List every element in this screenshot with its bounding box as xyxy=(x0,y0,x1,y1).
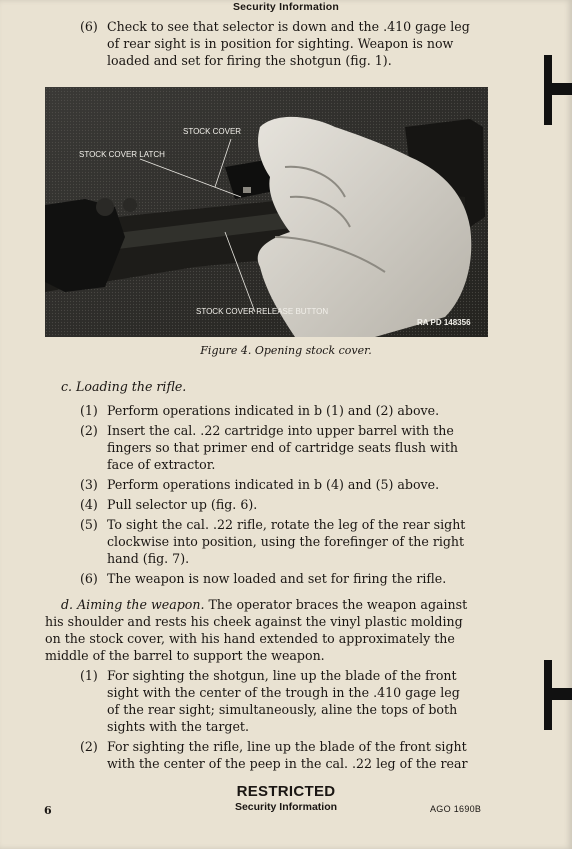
section-c-heading: c. Loading the rifle. xyxy=(61,379,187,394)
figure-photo xyxy=(45,87,488,337)
callout-release-button: STOCK COVER RELEASE BUTTON xyxy=(196,307,329,316)
footer-security: Security Information xyxy=(234,801,338,813)
intro-line: loaded and set for firing the shotgun (fig. 1). xyxy=(107,53,392,68)
section-d-heading: d. Aiming the weapon. xyxy=(61,597,205,612)
intro-line: of rear sight is in position for sighting. Weapon is now xyxy=(107,36,454,51)
d-paragraph-line: middle of the barrel to support the weapon. xyxy=(45,648,325,663)
figure-caption: Figure 4. Opening stock cover. xyxy=(200,344,372,357)
d-item-line: For sighting the rifle, line up the blade of the front sight xyxy=(107,739,467,754)
c-item-line: The weapon is now loaded and set for firing the rifle. xyxy=(107,571,447,586)
section-d-first-line-rest: The operator braces the weapon against xyxy=(208,597,468,612)
figure-illustration xyxy=(45,87,488,337)
d-item-line: with the center of the peep in the cal. .22 leg of the rear xyxy=(107,756,468,771)
c-item-number: (2) xyxy=(80,423,98,438)
c-item-number: (1) xyxy=(80,403,98,418)
c-item-line: Insert the cal. .22 cartridge into upper barrel with the xyxy=(107,423,454,438)
page-number: 6 xyxy=(44,804,52,817)
c-item-number: (5) xyxy=(80,517,98,532)
d-item-line: For sighting the shotgun, line up the blade of the front xyxy=(107,668,457,683)
binder-tab-bottom xyxy=(536,660,572,730)
c-item-line: hand (fig. 7). xyxy=(107,551,190,566)
c-item-line: Perform operations indicated in b (4) and (5) above. xyxy=(107,477,440,492)
c-item-line: Perform operations indicated in b (1) and (2) above. xyxy=(107,403,440,418)
header-security: Security Information xyxy=(232,1,340,13)
d-item-number: (2) xyxy=(80,739,98,754)
section-d-first-line xyxy=(61,596,467,613)
c-item-number: (4) xyxy=(80,497,98,512)
c-item-number: (3) xyxy=(80,477,98,492)
c-item-number: (6) xyxy=(80,571,98,586)
binder-tab-top xyxy=(536,55,572,125)
form-id: AGO 1690B xyxy=(430,804,482,814)
d-item-line: of the rear sight; simultaneously, aline the tops of both xyxy=(107,702,458,717)
d-paragraph-line: his shoulder and rests his cheek against the vinyl plastic molding xyxy=(45,614,463,629)
footer-restricted: RESTRICTED xyxy=(236,783,336,800)
intro-line: Check to see that selector is down and the .410 gage leg xyxy=(107,19,470,34)
d-item-line: sight with the center of the trough in the .410 gage leg xyxy=(107,685,460,700)
c-item-line: Pull selector up (fig. 6). xyxy=(107,497,258,512)
callout-stock-cover-latch: STOCK COVER LATCH xyxy=(79,150,165,159)
callout-ra-number: RA PD 148356 xyxy=(417,318,471,327)
c-item-line: To sight the cal. .22 rifle, rotate the leg of the rear sight xyxy=(107,517,466,532)
c-item-line: face of extractor. xyxy=(107,457,216,472)
d-paragraph-line: on the stock cover, with his hand extended to approximately the xyxy=(45,631,455,646)
intro-item-number: (6) xyxy=(80,19,98,34)
intro-item-text xyxy=(107,18,488,69)
c-item-line: fingers so that primer end of cartridge seats flush with xyxy=(107,440,458,455)
d-item-line: sights with the target. xyxy=(107,719,249,734)
callout-stock-cover: STOCK COVER xyxy=(183,127,242,136)
d-item-number: (1) xyxy=(80,668,98,683)
c-item-line: clockwise into position, using the forefinger of the right xyxy=(107,534,465,549)
